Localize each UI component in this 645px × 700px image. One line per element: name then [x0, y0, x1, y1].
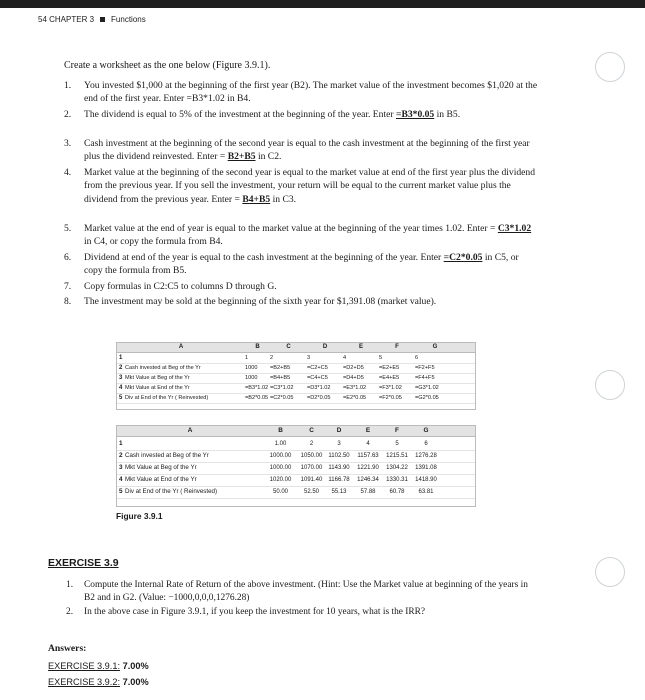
cell[interactable]: 1102.50 [328, 453, 350, 459]
cell[interactable]: 1215.51 [386, 453, 408, 459]
cell[interactable]: 1000 [245, 365, 258, 371]
row-label: Cash invested at Beg of the Yr [125, 365, 201, 371]
cell[interactable]: 6 [415, 355, 419, 361]
row-number: 4 [119, 385, 123, 391]
cell[interactable]: 1221.90 [357, 465, 379, 471]
column-header-f: F [395, 427, 399, 434]
row-label: Mkt Value at End of the Yr [125, 476, 197, 483]
answer-key: EXERCISE 3.9.1: [48, 661, 121, 671]
row-number: 5 [119, 395, 123, 401]
cell[interactable]: =E4+E5 [379, 375, 400, 381]
row-number: 5 [119, 488, 123, 495]
cell[interactable]: =G2*0.05 [415, 395, 439, 401]
row-label: Mkt Value at Beg of the Yr [125, 375, 190, 381]
step-text: in C2. [255, 151, 282, 163]
cell[interactable]: =E2+E5 [379, 365, 400, 371]
running-header [38, 15, 146, 24]
row-number: 3 [119, 375, 123, 381]
cell[interactable]: 1166.78 [328, 477, 350, 483]
cell[interactable]: 6 [424, 441, 428, 447]
answer-row [48, 661, 149, 671]
step-text: Market value at the end of year is equal to the market value at the beginning of the year times 1.02. Enter = [84, 223, 498, 234]
cell[interactable]: 4 [366, 441, 370, 447]
cell[interactable]: 63.81 [418, 489, 434, 495]
exercise-item [66, 606, 536, 619]
step-text: The dividend is equal to 5% of the investment at the beginning of the year. Enter [84, 109, 396, 120]
exercise-number: 1. [66, 580, 74, 590]
step-text: Cash investment at the beginning of the second year is equal to the cash investment at the beginning of the first year plus the dividend reinvested. Enter = [84, 138, 530, 163]
cell[interactable]: =E3*1.02 [343, 385, 367, 391]
answer-value: 7.00% [122, 661, 149, 671]
column-header-c: C [309, 427, 314, 434]
step-number: 3. [64, 138, 72, 149]
annotation-circle-icon[interactable] [595, 370, 625, 400]
exercise-text: In the above case in Figure 3.9.1, if you keep the investment for 10 years, what is the IRR? [84, 607, 426, 617]
annotation-circle-icon[interactable] [595, 557, 625, 587]
step-text: in C4, or copy the formula from B4. [84, 236, 223, 248]
row-label: Div at End of the Yr ( Reinvested) [125, 395, 209, 401]
cell[interactable]: 1157.63 [357, 453, 379, 459]
cell[interactable]: 1000.00 [269, 453, 292, 459]
formula-highlight: B4+B5 [242, 193, 271, 205]
row-number: 2 [119, 365, 123, 371]
cell[interactable]: =C3*1.02 [270, 385, 294, 391]
column-header-b: B [255, 344, 260, 350]
cell[interactable]: 50.00 [272, 489, 288, 495]
cell[interactable]: 3 [337, 441, 341, 447]
exercise-item [66, 579, 536, 606]
cell[interactable]: 1304.22 [386, 465, 408, 471]
cell[interactable]: 1391.08 [415, 465, 437, 471]
row-number: 1 [119, 355, 123, 361]
cell[interactable]: 1020.00 [269, 477, 292, 483]
instruction-item [64, 79, 539, 107]
top-bar [0, 0, 645, 8]
square-bullet-icon [100, 17, 105, 22]
step-text: Copy formulas in C2:C5 to columns D through G. [84, 281, 277, 292]
instruction-item [64, 295, 539, 309]
instruction-item [64, 166, 539, 221]
cell[interactable]: =F2*0.05 [379, 395, 402, 401]
row-number: 2 [119, 452, 123, 459]
cell[interactable]: 1418.90 [415, 477, 437, 483]
formula-highlight: =B3*0.05 [395, 109, 435, 120]
cell[interactable]: 1000 [245, 375, 258, 381]
instruction-item [64, 251, 539, 279]
step-number: 5. [64, 223, 72, 234]
instruction-item [64, 222, 539, 250]
cell[interactable]: 1143.90 [328, 465, 350, 471]
exercise-list [66, 579, 536, 619]
cell[interactable]: 1330.31 [386, 477, 408, 483]
answer-row [48, 677, 149, 687]
exercise-title: EXERCISE 3.9 [48, 557, 119, 569]
cell[interactable]: =C4+C5 [307, 375, 328, 381]
cell[interactable]: 3 [307, 355, 311, 361]
step-number: 1. [64, 80, 72, 91]
cell[interactable]: =B4+B5 [270, 375, 291, 381]
step-text: The investment may be sold at the beginning of the sixth year for $1,391.08 (market value). [84, 296, 437, 307]
cell[interactable]: =D2*0.05 [307, 395, 331, 401]
cell[interactable]: 4 [343, 355, 347, 361]
column-header-f: F [395, 344, 399, 350]
column-header-e: E [358, 344, 363, 350]
column-header-d: D [336, 427, 342, 434]
column-header-b: B [278, 427, 283, 434]
step-text: Dividend at end of the year is equal to the cash investment at the beginning of the year. Enter [84, 252, 444, 263]
figure-caption: Figure 3.9.1 [116, 511, 163, 521]
cell[interactable]: =E2*0.05 [343, 395, 367, 401]
cell[interactable]: 1 [245, 355, 249, 361]
answers-title: Answers: [48, 643, 87, 654]
instruction-item [64, 108, 539, 136]
cell[interactable]: =B3*1.02 [245, 385, 269, 391]
column-header-c: C [286, 344, 291, 350]
cell[interactable]: 1276.28 [415, 453, 437, 459]
row-label: Mkt Value at End of the Yr [125, 385, 190, 391]
cell[interactable]: =F3*1.02 [379, 385, 402, 391]
annotation-circle-icon[interactable] [595, 52, 625, 82]
cell[interactable]: =G3*1.02 [415, 385, 439, 391]
instruction-item [64, 280, 539, 294]
cell[interactable]: =D4+D5 [343, 375, 364, 381]
cell[interactable]: 60.78 [389, 489, 405, 495]
cell[interactable]: 52.50 [303, 489, 319, 495]
cell[interactable]: 5 [395, 441, 399, 447]
cell[interactable]: 1.00 [274, 441, 287, 447]
row-divider [117, 498, 475, 499]
row-divider [117, 403, 475, 404]
column-header-g: G [432, 344, 438, 350]
column-header-d: D [322, 344, 328, 350]
column-header-a: A [178, 344, 184, 350]
row-number: 3 [119, 464, 123, 471]
cell[interactable]: =B2+B5 [270, 365, 291, 371]
cell[interactable]: 2 [309, 441, 314, 447]
step-text: in C5, or copy the formula from B5. [84, 252, 519, 277]
row-label: Cash invested at Beg of the Yr [125, 452, 209, 459]
row-number: 4 [119, 476, 123, 483]
answer-key: EXERCISE 3.9.2: [48, 677, 121, 687]
formula-highlight: =C2*0.05 [443, 252, 483, 263]
cell[interactable]: 5 [379, 355, 383, 361]
cell[interactable]: =F2+F5 [415, 365, 435, 371]
cell[interactable]: 1091.40 [300, 477, 323, 483]
formula-highlight: C3*1.02 [497, 223, 532, 234]
exercise-number: 2. [66, 607, 74, 617]
section-label: Functions [111, 15, 146, 24]
row-label: Mkt Value at Beg of the Yr [125, 464, 197, 471]
exercise-text: Compute the Internal Rate of Return of the above investment. (Hint: Use the Market value at beginning of the years in B2 and in G2. (Value: −1000,0,0,0,1276.28) [84, 580, 528, 604]
step-number: 2. [64, 109, 72, 120]
step-text: Market value at the beginning of the second year is equal to the market value at end of the first year plus the dividend from the previous year. If you sell the investment, your return will be equal to the current market value plus the dividend from the previous year. Enter = [84, 167, 536, 205]
cell[interactable]: =B2*0.05 [245, 395, 269, 401]
instruction-list [64, 79, 539, 310]
chapter-label: 54 CHAPTER 3 [38, 15, 95, 24]
cell[interactable]: 1246.34 [357, 477, 379, 483]
step-text: in B5. [434, 109, 461, 120]
row-number: 1 [119, 440, 123, 447]
cell[interactable]: 1050.00 [300, 453, 323, 459]
cell[interactable]: 2 [270, 355, 274, 361]
column-header-g: G [423, 427, 429, 434]
step-number: 4. [64, 167, 72, 178]
cell[interactable]: 1000.00 [269, 465, 292, 471]
formula-spreadsheet [116, 342, 476, 410]
step-number: 8. [64, 296, 72, 307]
column-header-a: A [187, 427, 193, 434]
step-number: 6. [64, 252, 72, 263]
cell[interactable]: =F4+F5 [415, 375, 435, 381]
instruction-item [64, 137, 539, 165]
step-text: in C3. [270, 193, 297, 205]
cell[interactable]: =D3*1.02 [307, 385, 331, 391]
cell[interactable]: 1070.00 [300, 465, 323, 471]
column-header-e: E [365, 427, 371, 434]
step-text: You invested $1,000 at the beginning of the first year (B2). The market value of the investment becomes $1,020 at the end of the first year. Enter =B3*1.02 in B4. [84, 80, 538, 105]
row-label: Div at End of the Yr ( Reinvested) [125, 488, 218, 495]
cell[interactable]: =C2+C5 [307, 365, 328, 371]
cell[interactable]: =C2*0.05 [270, 395, 294, 401]
intro-text: Create a worksheet as the one below (Figure 3.9.1). [64, 60, 271, 71]
formula-highlight: B2+B5 [227, 151, 256, 163]
value-spreadsheet [116, 425, 476, 507]
cell[interactable]: =D2+D5 [343, 365, 364, 371]
cell[interactable]: 57.88 [360, 489, 376, 495]
answer-value: 7.00% [122, 677, 149, 687]
step-number: 7. [64, 281, 72, 292]
cell[interactable]: 55.13 [331, 489, 347, 495]
